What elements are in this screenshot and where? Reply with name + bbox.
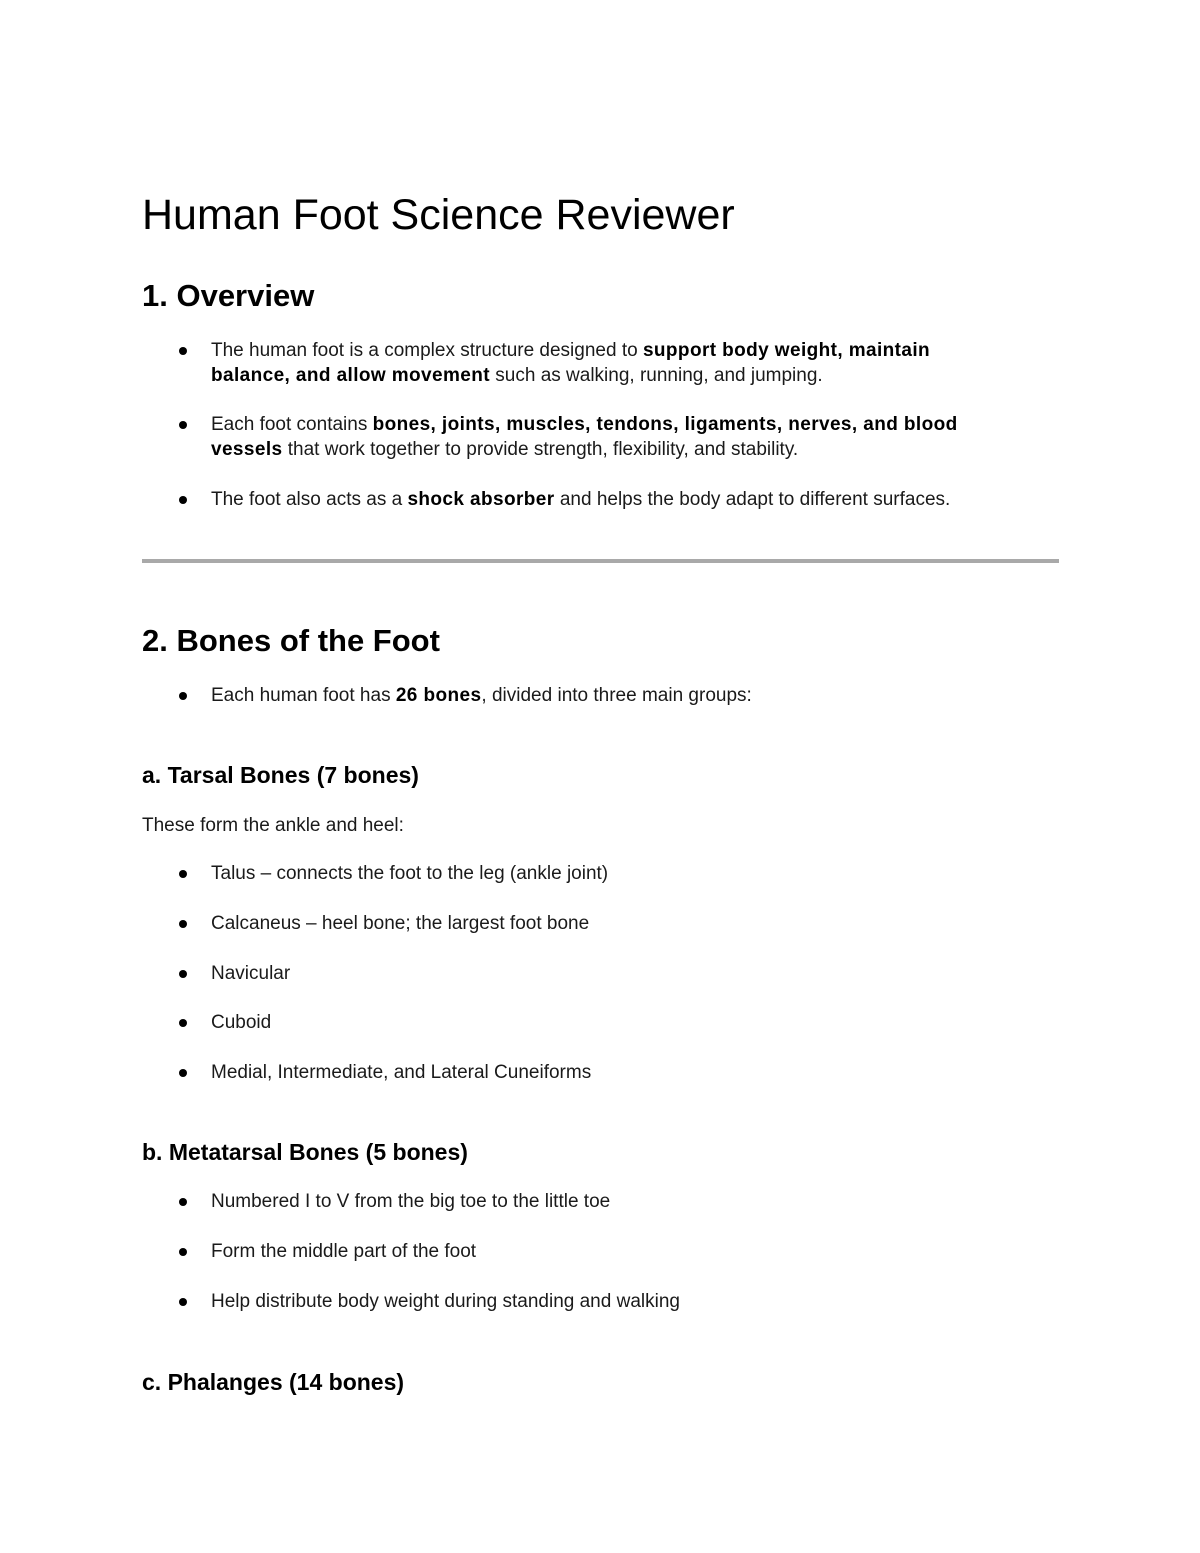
list-item-text: Medial, Intermediate, and Lateral Cuneiforms: [211, 1062, 592, 1083]
bullet-icon: [179, 1198, 187, 1206]
bullet-icon: [179, 347, 187, 355]
list-item-text: Navicular: [211, 963, 291, 984]
list-item-text: Talus – connects the foot to the leg (ankle joint): [211, 863, 609, 884]
list-item-text: The foot also acts as a shock absorber and helps the body adapt to different surfaces.: [211, 489, 951, 510]
bullet-icon: [179, 421, 187, 429]
bullet-icon: [179, 1019, 187, 1027]
section-heading-bones: 2. Bones of the Foot: [142, 623, 440, 658]
section-heading-overview: 1. Overview: [142, 278, 315, 313]
list-item-text: Calcaneus – heel bone; the largest foot bone: [211, 913, 590, 934]
bullet-icon: [179, 870, 187, 878]
page-title: Human Foot Science Reviewer: [142, 191, 735, 239]
subsection-heading-metatarsal: b. Metatarsal Bones (5 bones): [142, 1139, 468, 1165]
bullet-icon: [179, 1298, 187, 1306]
bullet-icon: [179, 1069, 187, 1077]
bullet-icon: [179, 920, 187, 928]
list-item-text: Each human foot has 26 bones, divided into three main groups:: [211, 685, 752, 706]
list-item-text: Cuboid: [211, 1012, 272, 1033]
list-item-text: Numbered I to V from the big toe to the little toe: [211, 1191, 611, 1212]
bullet-icon: [179, 692, 187, 700]
list-item-text: Help distribute body weight during standing and walking: [211, 1291, 680, 1312]
subsection-heading-phalanges: c. Phalanges (14 bones): [142, 1369, 405, 1395]
list-item-text: Form the middle part of the foot: [211, 1241, 477, 1262]
bullet-icon: [179, 496, 187, 504]
subsection-heading-tarsal: a. Tarsal Bones (7 bones): [142, 762, 419, 788]
bullet-icon: [179, 1248, 187, 1256]
horizontal-divider: [142, 559, 1059, 563]
list-item-text: The human foot is a complex structure designed to support body weight, maintain balance, and allow movement such as walking, running, and jumping.: [211, 340, 931, 386]
paragraph: These form the ankle and heel:: [142, 815, 404, 836]
bullet-icon: [179, 970, 187, 978]
list-item-text: Each foot contains bones, joints, muscles, tendons, ligaments, nerves, and blood vessels that work together to provide strength, flexibility, and stability.: [211, 414, 958, 460]
